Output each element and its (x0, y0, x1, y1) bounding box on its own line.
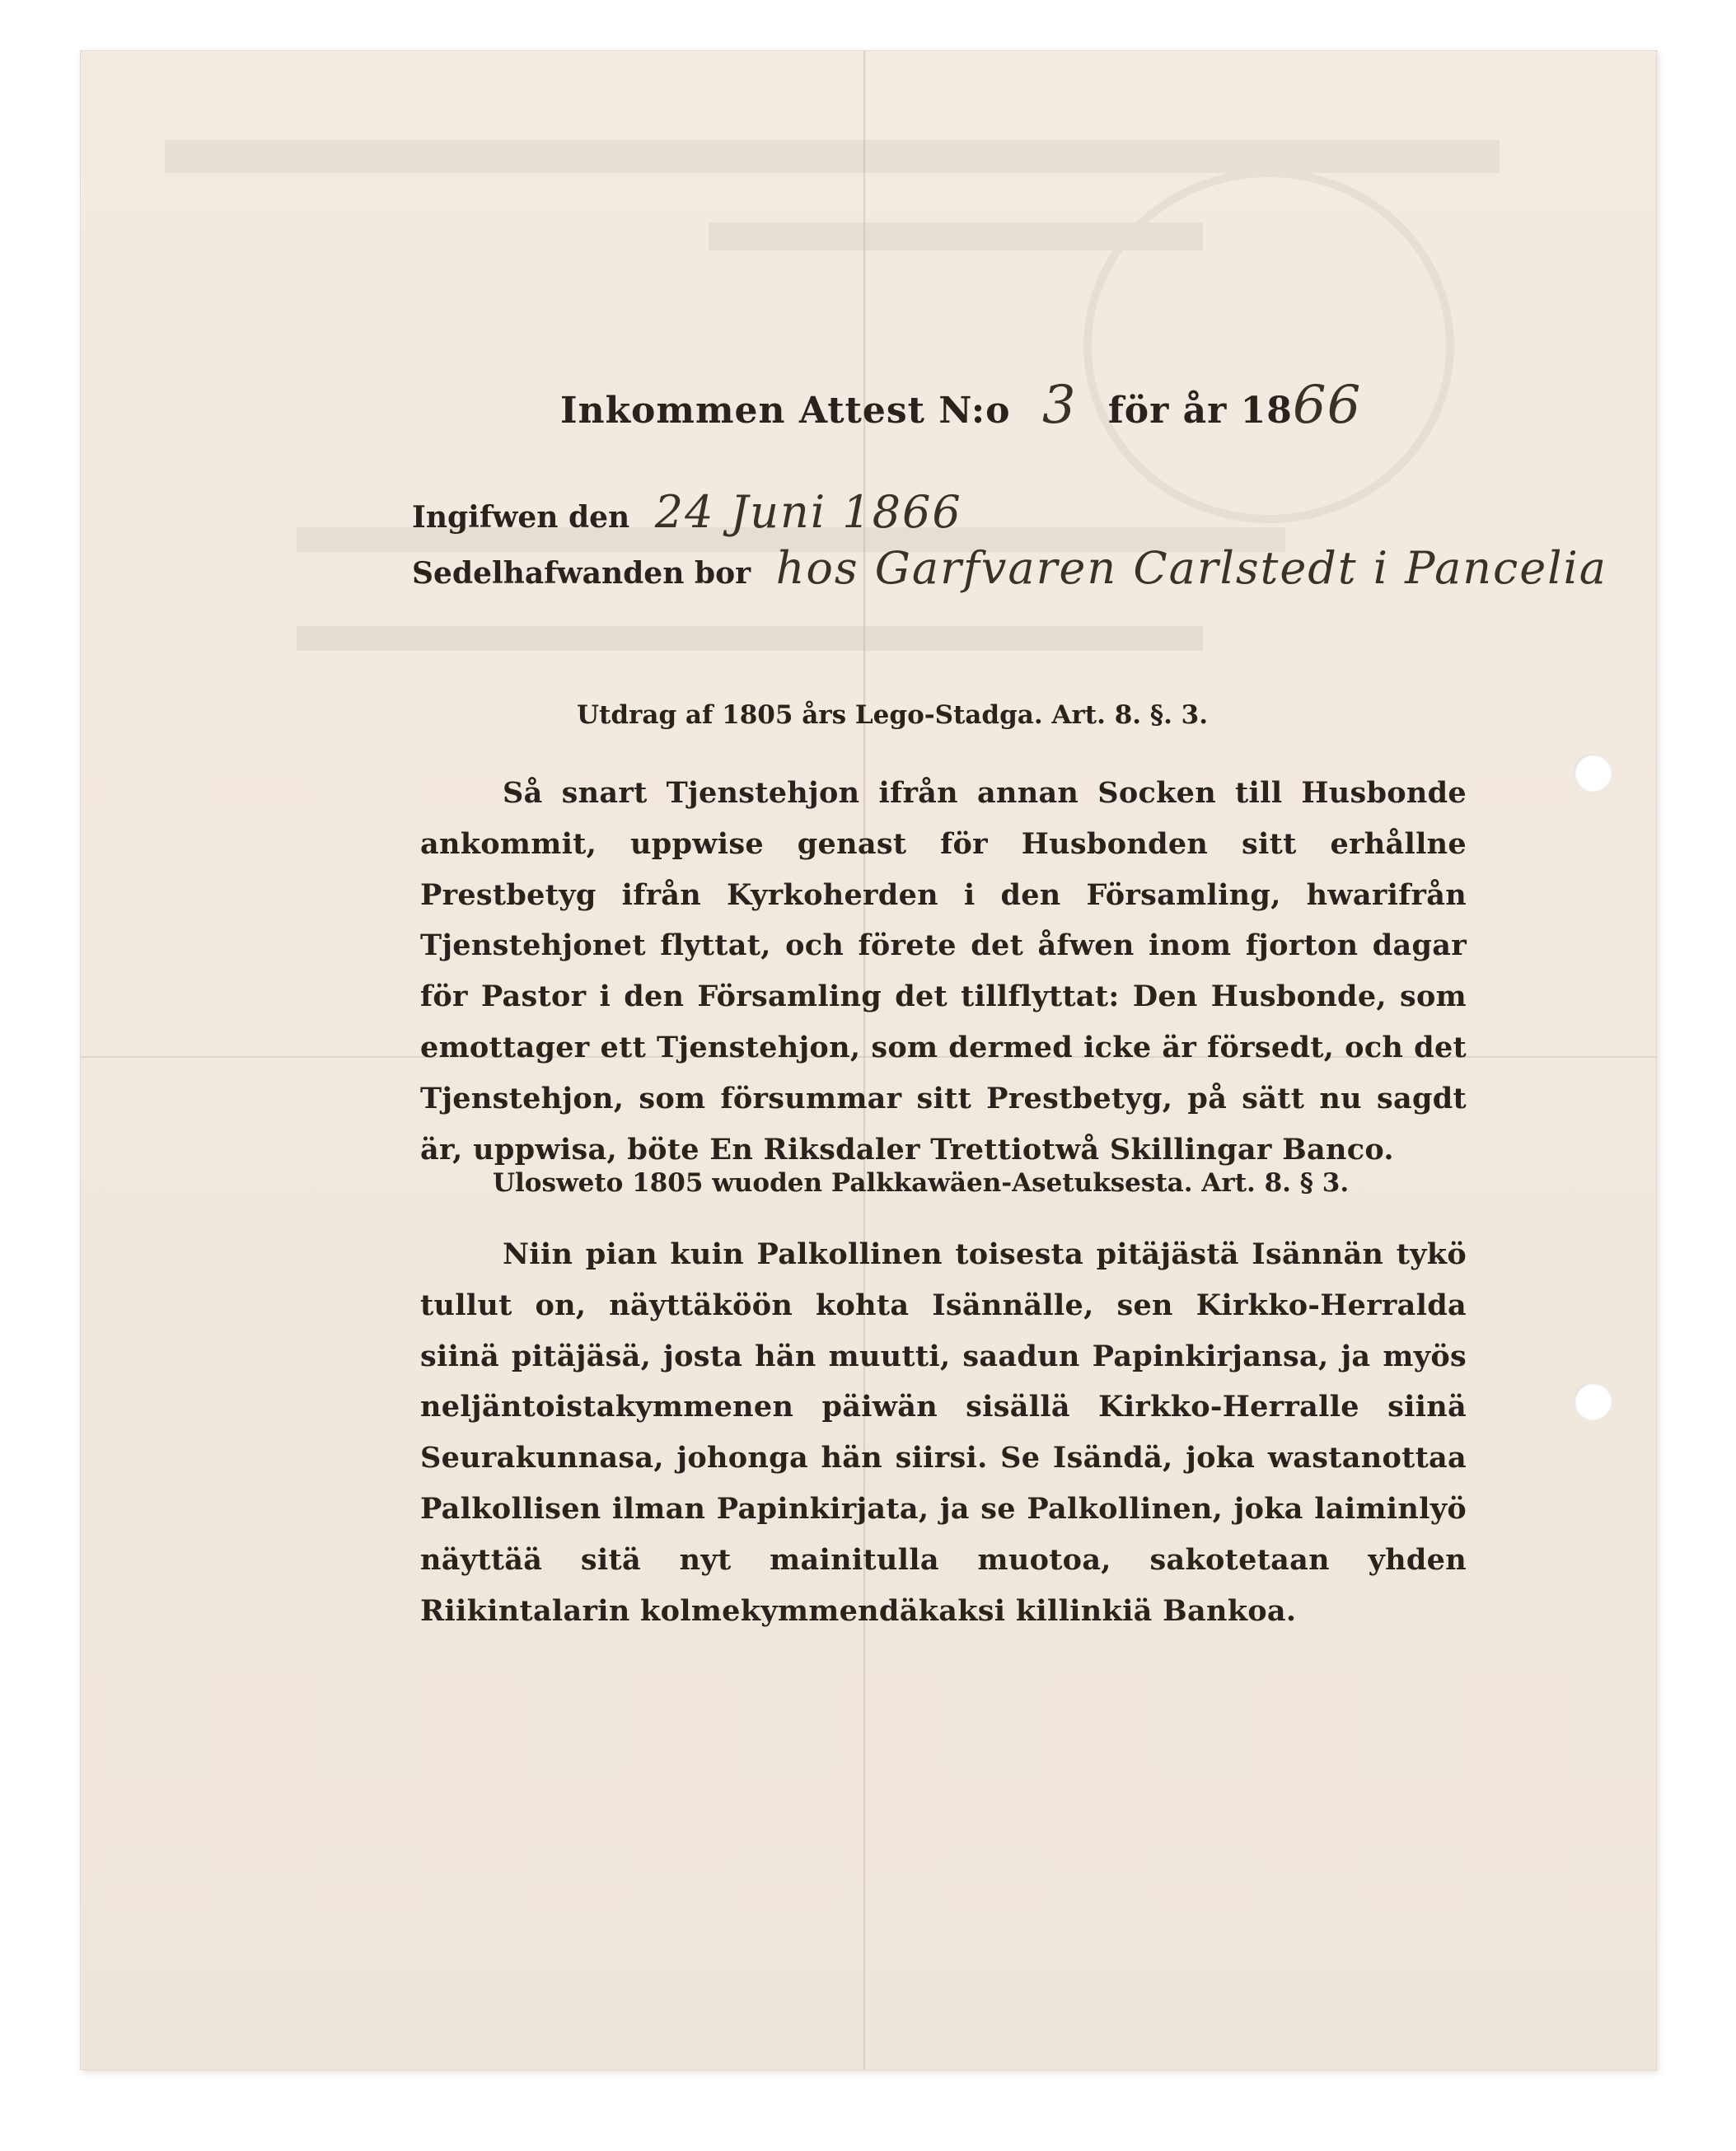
received-label: Ingifwen den (412, 500, 630, 535)
holder-residence-value: hos Garfvaren Carlstedt i Pancelia (775, 542, 1607, 594)
finnish-statute-text (420, 1229, 1467, 1641)
title-prefix: Inkommen Attest N:o (560, 390, 1011, 432)
punch-hole-bottom (1574, 1382, 1612, 1420)
finnish-statute-body: Niin pian kuin Palkollinen toisesta pitäjästä Isännän tykö tullut on, näyttäköön kohta Isännälle, sen Kirkko-Herralda siinä pitäjäsä, josta hän muutti, saadun Papinkirjansa, ja myös neljäntoistakymmenen päiwän sisällä Kirkko-Herralle siinä Seurakunnasa, johonga hän siirsi. Se Isändä, joka wastanottaa Palkollisen ilman Papinkirjata, ja se Palkollinen, joka laiminlyö näyttää sitä nyt mainitulla muotoa, sakotetaan yhden Riikintalarin kolmekymmendäkaksi killinkiä Bankoa. (420, 1237, 1467, 1628)
swedish-statute-heading: Utdrag af 1805 års Lego-Stadga. Art. 8. §. 3. (577, 700, 1209, 730)
finnish-statute-heading: Ulosweto 1805 wuoden Palkkawäen-Asetuksesta. Art. 8. § 3. (493, 1168, 1350, 1198)
certificate-title (560, 375, 1362, 436)
attest-number: 3 (1041, 375, 1077, 436)
received-date-row (412, 486, 962, 538)
holder-label: Sedelhafwanden bor (412, 556, 751, 591)
swedish-statute-text (420, 768, 1467, 1167)
title-year-prefix: för år 18 (1107, 390, 1293, 432)
holder-residence-row (412, 542, 1607, 594)
punch-hole-top (1574, 754, 1612, 792)
received-date-value: 24 Juni 1866 (654, 486, 962, 538)
title-year-suffix: 66 (1292, 375, 1362, 436)
swedish-statute-body: Så snart Tjenstehjon ifrån annan Socken till Husbonde ankommit, uppwise genast för Husbonden sitt erhållne Prestbetyg ifrån Kyrkoherden i den Församling, hwarifrån Tjenstehjonet flyttat, och förete det åfwen inom fjorton dagar för Pastor i den Församling det tillflyttat: Den Husbonde, som emottager ett Tjenstehjon, som dermed icke är försedt, och det Tjenstehjon, som försummar sitt Prestbetyg, på sätt nu sagdt är, uppwisa, böte En Riksdaler Trettiotwå Skillingar Banco. (420, 776, 1467, 1167)
